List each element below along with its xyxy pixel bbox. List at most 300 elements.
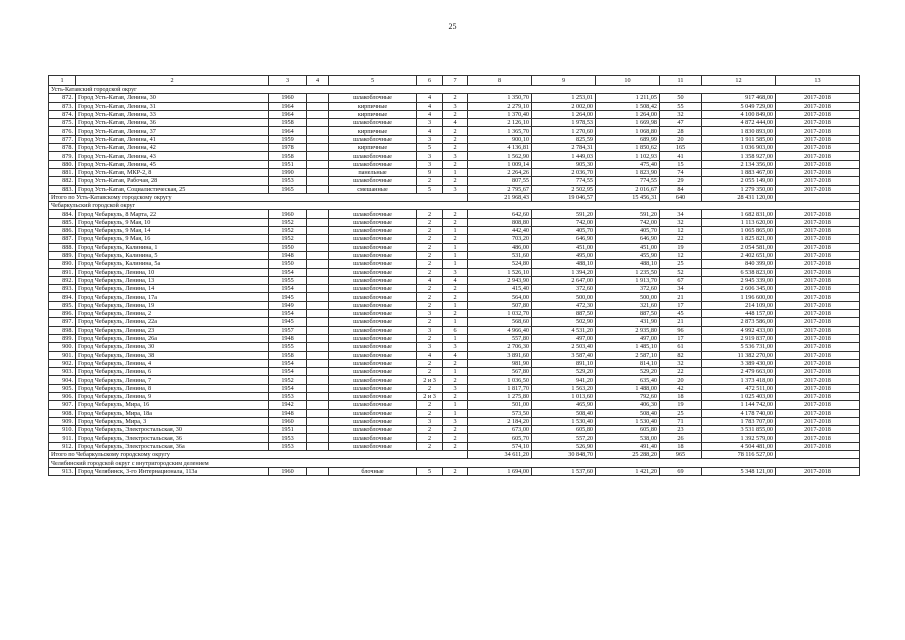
table-cell: 2 [417, 227, 443, 235]
table-cell [307, 94, 329, 102]
table-cell: 2017-2018 [776, 351, 860, 359]
table-cell: 507,80 [468, 301, 532, 309]
table-cell: Город Усть-Катав, Ленина, 42 [76, 144, 269, 152]
table-cell: 2 [443, 467, 468, 475]
table-cell: Город Чебаркуль, Ленина, 14 [76, 285, 269, 293]
table-cell: 497,00 [532, 334, 596, 342]
table-cell: 531,60 [468, 251, 532, 259]
table-cell: 22 [660, 368, 702, 376]
table-cell [307, 168, 329, 176]
column-number-cell: 3 [269, 76, 307, 86]
column-number-cell: 2 [76, 76, 269, 86]
table-cell: шлакоблочные [329, 285, 417, 293]
table-cell: 2 [443, 359, 468, 367]
table-cell: 84 [660, 185, 702, 193]
table-cell: 3 [417, 326, 443, 334]
table-cell: 591,20 [596, 210, 660, 218]
table-cell: кирпичные [329, 102, 417, 110]
table-cell: 2 264,26 [468, 168, 532, 176]
table-cell: 884. [49, 210, 76, 218]
table-cell: 67 [660, 276, 702, 284]
table-cell: 4 [443, 119, 468, 127]
total-cell: 28 431 120,00 [702, 193, 776, 201]
table-cell: 21 [660, 318, 702, 326]
table-cell: 1952 [269, 227, 307, 235]
table-cell: 1954 [269, 285, 307, 293]
table-cell: 807,55 [468, 177, 532, 185]
table-cell: 880. [49, 160, 76, 168]
table-cell: шлакоблочные [329, 426, 417, 434]
table-cell: 2 [417, 235, 443, 243]
column-number-cell: 12 [702, 76, 776, 86]
table-cell: 1 [443, 409, 468, 417]
table-cell: 1 [443, 401, 468, 409]
table-cell: 2 [443, 110, 468, 118]
table-cell: 1964 [269, 127, 307, 135]
table-cell: 29 [660, 177, 702, 185]
table-cell: 4 [417, 102, 443, 110]
table-row [49, 102, 860, 110]
table-cell: 2017-2018 [776, 409, 860, 417]
total-cell: 15 456,31 [596, 193, 660, 201]
table-cell: Город Усть-Катав, Ленина, 37 [76, 127, 269, 135]
table-cell: 4 504 481,00 [702, 442, 776, 450]
table-cell: 405,70 [596, 227, 660, 235]
table-row [49, 152, 860, 160]
table-cell: 908. [49, 409, 76, 417]
table-row [49, 243, 860, 251]
table-cell: смешанные [329, 185, 417, 193]
table-cell: 5 [417, 467, 443, 475]
table-cell: 2 [417, 268, 443, 276]
table-cell [307, 260, 329, 268]
table-cell: 2017-2018 [776, 392, 860, 400]
table-cell: 1 537,60 [532, 467, 596, 475]
table-cell: 4 992 433,00 [702, 326, 776, 334]
table-cell: шлакоблочные [329, 218, 417, 226]
table-cell: 1948 [269, 334, 307, 342]
table-cell: 3 [443, 102, 468, 110]
table-cell: 1 449,03 [532, 152, 596, 160]
table-cell: 2017-2018 [776, 442, 860, 450]
table-cell: 495,00 [532, 251, 596, 259]
district-title: Усть-Катавский городской округ [49, 86, 860, 94]
table-cell: 1 694,00 [468, 467, 532, 475]
table-cell: 1 270,60 [532, 127, 596, 135]
table-cell: 840 399,00 [702, 260, 776, 268]
table-cell [307, 409, 329, 417]
table-cell: 1 [443, 301, 468, 309]
table-cell: 2 [417, 293, 443, 301]
table-cell: 50 [660, 94, 702, 102]
table-cell: 1 032,70 [468, 310, 532, 318]
table-cell: 2 [417, 442, 443, 450]
table-cell: 1 [443, 168, 468, 176]
total-cell: 19 046,57 [532, 193, 596, 201]
column-number-cell: 10 [596, 76, 660, 86]
table-cell: 1 563,20 [532, 384, 596, 392]
table-cell: 2017-2018 [776, 285, 860, 293]
table-cell: шлакоблочные [329, 368, 417, 376]
table-cell: 568,60 [468, 318, 532, 326]
table-cell: 882. [49, 177, 76, 185]
table-cell: 2 [443, 235, 468, 243]
table-cell: 3 [443, 152, 468, 160]
table-cell: 2 [417, 334, 443, 342]
table-cell: 1 253,01 [532, 94, 596, 102]
table-cell: 2 935,80 [596, 326, 660, 334]
table-cell: 646,90 [596, 235, 660, 243]
table-cell: 21 [660, 293, 702, 301]
table-cell: 814,10 [596, 359, 660, 367]
table-cell: 1 370,40 [468, 110, 532, 118]
table-cell [307, 135, 329, 143]
table-cell: Город Чебаркуль, Мира, 3 [76, 417, 269, 425]
table-cell: 1949 [269, 301, 307, 309]
table-cell: 2 184,20 [468, 417, 532, 425]
table-cell: Город Усть-Катав, Ленина, 30 [76, 94, 269, 102]
table-cell: 1953 [269, 442, 307, 450]
table-cell: 2017-2018 [776, 384, 860, 392]
column-number-cell: 9 [532, 76, 596, 86]
table-cell: 1 036 903,00 [702, 144, 776, 152]
table-cell: 1951 [269, 426, 307, 434]
table-cell: 2017-2018 [776, 135, 860, 143]
table-cell: шлакоблочные [329, 135, 417, 143]
table-cell: 1 264,00 [532, 110, 596, 118]
table-row [49, 417, 860, 425]
table-cell: 1 013,60 [532, 392, 596, 400]
table-cell: 2017-2018 [776, 401, 860, 409]
table-cell: шлакоблочные [329, 276, 417, 284]
table-row [49, 135, 860, 143]
table-cell: Город Челябинск, 3-го Интернационала, 113а [76, 467, 269, 475]
table-cell: 502,90 [532, 318, 596, 326]
table-cell: кирпичные [329, 110, 417, 118]
table-cell: 5 348 121,00 [702, 467, 776, 475]
table-cell: 2017-2018 [776, 227, 860, 235]
table-cell: 22 [660, 235, 702, 243]
table-cell: 909. [49, 417, 76, 425]
column-number-cell: 7 [443, 76, 468, 86]
table-cell: 1 530,40 [596, 417, 660, 425]
column-number-cell: 11 [660, 76, 702, 86]
table-cell: 3 [417, 135, 443, 143]
table-cell: 1 562,90 [468, 152, 532, 160]
table-cell: Город Чебаркуль, Ленина, 17а [76, 293, 269, 301]
table-cell: 1 823,90 [596, 168, 660, 176]
table-cell: 897. [49, 318, 76, 326]
table-cell: 1 783 707,00 [702, 417, 776, 425]
table-cell: шлакоблочные [329, 392, 417, 400]
table-cell: 2 647,00 [532, 276, 596, 284]
table-cell: 2017-2018 [776, 110, 860, 118]
table-row [49, 285, 860, 293]
table-cell: 465,90 [532, 401, 596, 409]
table-cell: 896. [49, 310, 76, 318]
total-cell: 34 611,20 [468, 451, 532, 459]
table-cell: Город Чебаркуль, Мира, 18а [76, 409, 269, 417]
table-cell: 2017-2018 [776, 293, 860, 301]
table-row [49, 160, 860, 168]
table-cell: 488,10 [596, 260, 660, 268]
table-cell: 15 [660, 160, 702, 168]
table-cell: 47 [660, 119, 702, 127]
table-cell: 3 891,60 [468, 351, 532, 359]
table-cell: 1 365,70 [468, 127, 532, 135]
table-cell [307, 310, 329, 318]
table-cell: 1 036,50 [468, 376, 532, 384]
table-row [49, 426, 860, 434]
table-cell: 491,40 [596, 442, 660, 450]
table-cell: 451,00 [596, 243, 660, 251]
table-cell: 455,90 [596, 251, 660, 259]
table-cell: 605,80 [596, 426, 660, 434]
table-cell: 23 [660, 426, 702, 434]
table-cell: 2 036,70 [532, 168, 596, 176]
table-cell: 1 530,40 [532, 417, 596, 425]
table-cell: шлакоблочные [329, 376, 417, 384]
table-cell: 2 479 663,00 [702, 368, 776, 376]
table-cell: 557,20 [532, 434, 596, 442]
table-cell: 1950 [269, 260, 307, 268]
table-cell: 1 913,70 [596, 276, 660, 284]
table-cell: 2 [417, 251, 443, 259]
table-cell: 564,00 [468, 293, 532, 301]
table-row [49, 276, 860, 284]
table-cell: 2 [443, 160, 468, 168]
table-cell: 2017-2018 [776, 301, 860, 309]
table-cell: 475,40 [596, 160, 660, 168]
table-cell: 642,60 [468, 210, 532, 218]
table-cell: 6 [443, 326, 468, 334]
table-cell: 18 [660, 392, 702, 400]
table-cell: 2017-2018 [776, 426, 860, 434]
table-cell: 2 [417, 401, 443, 409]
table-cell: 4 178 740,00 [702, 409, 776, 417]
table-cell: 910. [49, 426, 76, 434]
table-cell: Город Чебаркуль, Ленина, 10 [76, 268, 269, 276]
table-cell: 2017-2018 [776, 152, 860, 160]
table-cell: 1964 [269, 110, 307, 118]
table-cell: 372,60 [596, 285, 660, 293]
table-cell [307, 127, 329, 135]
table-cell: 1 [443, 227, 468, 235]
table-cell: 2 [417, 301, 443, 309]
table-cell: 41 [660, 152, 702, 160]
table-cell: Город Чебаркуль, Мира, 16 [76, 401, 269, 409]
table-row [49, 94, 860, 102]
table-cell: шлакоблочные [329, 235, 417, 243]
table-cell: Город Чебаркуль, Ленина, 22а [76, 318, 269, 326]
table-cell: 1 978,53 [532, 119, 596, 127]
table-cell: шлакоблочные [329, 442, 417, 450]
table-row [49, 392, 860, 400]
table-cell: 3 [417, 417, 443, 425]
table-cell: 5 [417, 185, 443, 193]
table-cell: 673,00 [468, 426, 532, 434]
table-cell: шлакоблочные [329, 251, 417, 259]
table-cell: 2 [443, 376, 468, 384]
table-cell: 2017-2018 [776, 218, 860, 226]
column-number-row [49, 76, 860, 86]
page-number: 25 [448, 22, 457, 31]
table-cell: 1954 [269, 268, 307, 276]
table-cell: Город Усть-Катав, Рабочая, 28 [76, 177, 269, 185]
table-cell: 2017-2018 [776, 94, 860, 102]
table-cell: 71 [660, 417, 702, 425]
table-cell: 1951 [269, 160, 307, 168]
table-cell: 742,00 [596, 218, 660, 226]
table-cell: 1959 [269, 135, 307, 143]
table-row [49, 260, 860, 268]
table-cell: 2 и 3 [417, 376, 443, 384]
table-cell: 1 [443, 243, 468, 251]
table-cell: 2 [417, 434, 443, 442]
table-cell: 4 872 444,00 [702, 119, 776, 127]
table-cell: Город Чебаркуль, Ленина, 7 [76, 376, 269, 384]
table-cell: 1952 [269, 376, 307, 384]
table-cell: 1948 [269, 251, 307, 259]
table-cell: 1 102,93 [596, 152, 660, 160]
table-row [49, 351, 860, 359]
table-cell: 881. [49, 168, 76, 176]
column-number-cell: 4 [307, 76, 329, 86]
table-cell: Город Чебаркуль, Ленина, 6 [76, 368, 269, 376]
table-cell: Город Чебаркуль, Ленина, 38 [76, 351, 269, 359]
table-cell: 1958 [269, 119, 307, 127]
table-cell: Город Чебаркуль, Электростальская, 36 [76, 434, 269, 442]
table-cell: шлакоблочные [329, 210, 417, 218]
table-cell: 574,10 [468, 442, 532, 450]
table-cell: 2 054 581,00 [702, 243, 776, 251]
district-section-row [49, 86, 860, 94]
table-cell [307, 334, 329, 342]
table-cell: 875. [49, 119, 76, 127]
table-cell: 1953 [269, 177, 307, 185]
table-cell: 742,00 [532, 218, 596, 226]
table-cell: Город Усть-Катав, Ленина, 31 [76, 102, 269, 110]
table-cell: шлакоблочные [329, 119, 417, 127]
table-cell: 61 [660, 343, 702, 351]
table-cell: 890. [49, 260, 76, 268]
table-cell: 2017-2018 [776, 243, 860, 251]
table-cell [307, 351, 329, 359]
table-cell: 538,00 [596, 434, 660, 442]
table-cell: 2 [443, 442, 468, 450]
table-cell: 883. [49, 185, 76, 193]
table-cell: 904. [49, 376, 76, 384]
table-cell: 887,50 [596, 310, 660, 318]
table-cell: 372,60 [532, 285, 596, 293]
table-cell: 42 [660, 384, 702, 392]
table-cell: 1 394,20 [532, 268, 596, 276]
table-row [49, 119, 860, 127]
table-cell: 1 682 831,00 [702, 210, 776, 218]
table-cell: 2017-2018 [776, 376, 860, 384]
table-cell: 45 [660, 310, 702, 318]
table-cell: 3 [417, 119, 443, 127]
table-cell: 2017-2018 [776, 434, 860, 442]
table-cell: 17 [660, 334, 702, 342]
table-cell: 52 [660, 268, 702, 276]
table-cell: 5 [417, 144, 443, 152]
table-cell: Город Чебаркуль, Ленина, 2 [76, 310, 269, 318]
table-cell: 873. [49, 102, 76, 110]
column-number-cell: 1 [49, 76, 76, 86]
district-title: Челябинский городской округ с внутригородским делением [49, 459, 860, 467]
table-cell [307, 185, 329, 193]
table-cell: Город Чебаркуль, 9 Мая, 16 [76, 235, 269, 243]
table-cell [307, 442, 329, 450]
table-cell: 1 825 821,00 [702, 235, 776, 243]
table-cell: 1 113 620,00 [702, 218, 776, 226]
table-cell: 214 109,00 [702, 301, 776, 309]
table-cell: 1945 [269, 293, 307, 301]
table-cell: 2017-2018 [776, 119, 860, 127]
table-cell: 2 [417, 243, 443, 251]
table-cell: 2 [443, 426, 468, 434]
table-cell: Город Чебаркуль, Ленина, 19 [76, 301, 269, 309]
table-cell: 96 [660, 326, 702, 334]
table-cell: 2017-2018 [776, 177, 860, 185]
table-cell: 524,80 [468, 260, 532, 268]
table-cell: шлакоблочные [329, 293, 417, 301]
table-cell: Город Чебаркуль, 9 Мая, 14 [76, 227, 269, 235]
table-cell: 2017-2018 [776, 251, 860, 259]
table-cell [307, 343, 329, 351]
table-cell: 4 [417, 110, 443, 118]
table-cell: 1 669,98 [596, 119, 660, 127]
table-cell: шлакоблочные [329, 417, 417, 425]
table-cell: Город Чебаркуль, Ленина, 30 [76, 343, 269, 351]
table-cell: 906. [49, 392, 76, 400]
table-cell: 889. [49, 251, 76, 259]
table-cell: 28 [660, 127, 702, 135]
table-cell: 4 [417, 276, 443, 284]
table-cell: 2017-2018 [776, 210, 860, 218]
table-cell: 894. [49, 293, 76, 301]
table-cell: 448 157,00 [702, 310, 776, 318]
total-cell: 25 288,20 [596, 451, 660, 459]
district-section-row [49, 202, 860, 210]
district-title: Чебаркульский городской округ [49, 202, 860, 210]
table-cell: 903. [49, 368, 76, 376]
table-cell [307, 376, 329, 384]
table-cell [307, 301, 329, 309]
table-cell: 1954 [269, 310, 307, 318]
table-cell: Город Чебаркуль, Электростальская, 30 [76, 426, 269, 434]
table-cell [307, 426, 329, 434]
table-cell: 3 587,40 [532, 351, 596, 359]
table-cell: 1 883 467,00 [702, 168, 776, 176]
table-cell: 891,10 [532, 359, 596, 367]
column-number-cell: 8 [468, 76, 532, 86]
table-cell: 874. [49, 110, 76, 118]
table-cell: 2 502,95 [532, 185, 596, 193]
table-cell: шлакоблочные [329, 310, 417, 318]
table-cell: 431,90 [596, 318, 660, 326]
table-cell: 1955 [269, 276, 307, 284]
table-cell [307, 392, 329, 400]
table-cell: 900. [49, 343, 76, 351]
table-cell: 1 526,10 [468, 268, 532, 276]
table-cell [307, 434, 329, 442]
table-cell: 912. [49, 442, 76, 450]
table-cell: 886. [49, 227, 76, 235]
table-cell: шлакоблочные [329, 334, 417, 342]
table-cell: 3 [443, 343, 468, 351]
